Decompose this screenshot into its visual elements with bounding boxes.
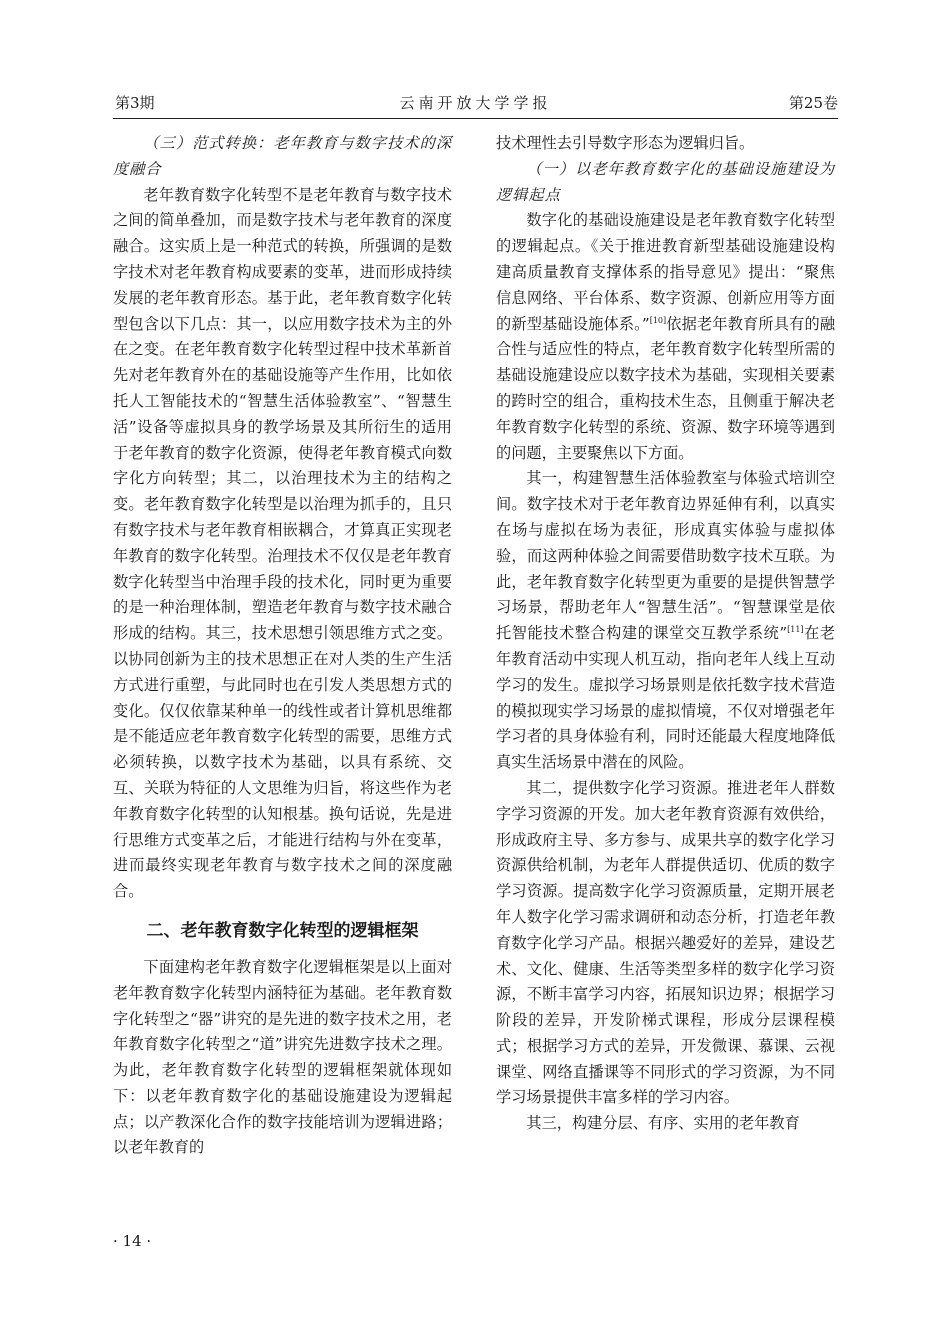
paragraph-text: 依据老年教育所具有的融合性与适应性的特点，老年教育数字化转型所需的基础设施建设应以数字技术为基础，实现相关要素的跨时空的组合，重构技术生态，且侧重于解决老年教育数字化转型的系统、资源、数字环境等遇到的问题，主要聚焦以下方面。	[496, 314, 836, 462]
running-header	[113, 92, 838, 114]
right-column	[496, 131, 835, 1137]
paragraph: 其三，构建分层、有序、实用的老年教育	[526, 1114, 800, 1133]
journal-title: 云南开放大学学报	[399, 94, 552, 112]
header-rule	[113, 118, 838, 119]
paragraph: 下面建构老年教育数字化逻辑框架是以上面对老年教育数字化转型内涵特征为基础。老年教育数字化转型之“器”讲究的是先进的数字技术之用，老年教育数字化转型之“道”讲究先进数字技术之理。为此，老年教育数字化转型的逻辑框架就体现如下：以老年教育数字化的基础设施建设为逻辑起点；以产教深化合作的数字技能培训为逻辑进路；以老年教育的	[113, 957, 452, 1157]
paragraph	[496, 466, 835, 776]
citation-11: [11]	[787, 625, 804, 635]
paragraph: 老年教育数字化转型不是老年教育与数字技术之间的简单叠加，而是数字技术与老年教育的深度融合。这实质上是一种范式的转换，所强调的是数字技术对老年教育构成要素的变革，进而形成持续发展的老年教育形态。基于此，老年教育数字化转型包含以下几点：其一，以应用数字技术为主的外在之变。在老年教育数字化转型过程中技术革新首先对老年教育外在的基础设施等产生作用，比如依托人工智能技术的“智慧生活体验教室”、“智慧生活”设备等虚拟具身的教学场景及其所衍生的适用于老年教育的数字化资源，使得老年教育模式向数字化方向转型；其二，以治理技术为主的结构之变。老年教育数字化转型是以治理为抓手的，且只有数字技术与老年教育相嵌耦合，才算真正实现老年教育的数字化转型。治理技术不仅仅是老年教育数字化转型当中治理手段的技术化，同时更为重要的是一种治理体制，塑造老年教育与数字技术融合形成的结构。其三，技术思想引领思维方式之变。以协同创新为主的技术思想正在对人类的生产生活方式进行重塑，与此同时也在引发人类思想方式的变化。仅仅依靠某种单一的线性或者计算机思维都是不能适应老年教育数字化转型的需要，思维方式必须转换，以数字技术为基础，以具有系统、交互、关联为特征的人文思维为归旨，将这些作为老年教育数字化转型的认知根基。换句话说，先是进行思维方式变革之后，才能进行结构与外在变革，进而最终实现老年教育与数字技术之间的深度融合。	[113, 185, 452, 901]
volume-number: 第25卷	[788, 94, 838, 112]
issue-number: 第3期	[115, 94, 155, 112]
citation-10: [10]	[649, 315, 667, 325]
paragraph-text: 数字化的基础设施建设是老年教育数字化转型的逻辑起点。《关于推进教育新型基础设施建设构建高质量教育支撑体系的指导意见》提出：“聚焦信息网络、平台体系、数字资源、创新应用等方面的新型基础设施体系。”	[496, 211, 835, 333]
paragraph-continued: 技术理性去引导数字形态为逻辑归旨。	[496, 134, 755, 152]
paragraph-text: 在老年教育活动中实现人机互动，指向老年人线上互动学习的发生。虚拟学习场景则是依托数字技术营造的模拟现实学习场景的虚拟情境，不仅对增强老年学习者的具身体验有利，同时还能最大程度地降低真实生活场景中潜在的风险。	[496, 624, 836, 772]
paragraph	[496, 208, 835, 466]
left-column	[113, 131, 452, 1161]
subsection-heading-3: （三）范式转换：老年教育与数字技术的深度融合	[113, 134, 452, 178]
paragraph: 其二，提供数字化学习资源。推进老年人群数字学习资源的开发。加大老年教育资源有效供给，形成政府主导、多方参与、成果共享的数字化学习资源供给机制，为老年人群提供适切、优质的数字学习资源。提高数字化学习资源质量，定期开展老年人数字化学习需求调研和动态分析，打造老年教育数字化学习产品。根据兴趣爱好的差异，建设艺术、文化、健康、生活等类型多样的数字化学习资源，不断丰富学习内容，拓展知识边界；根据学习阶段的差异，开发阶梯式课程，形成分层课程模式；根据学习方式的差异，开发微课、慕课、云视课堂、网络直播课等不同形式的学习资源，为不同学习场景提供丰富多样的学习内容。	[496, 778, 835, 1107]
section-heading-2: 二、老年教育数字化转型的逻辑框架	[146, 920, 419, 941]
paragraph-text: 其一，构建智慧生活体验教室与体验式培训空间。数字技术对于老年教育边界延伸有利，以真实在场与虚拟在场为表征，形成真实体验与虚拟体验，而这两种体验之间需要借助数字技术互联。为此，老年教育数字化转型更为重要的是提供智慧学习场景，帮助老年人“智慧生活”。“智慧课堂是依托智能技术整合构建的课堂交互教学系统”	[496, 469, 835, 643]
subsection-heading-1: （一）以老年教育数字化的基础设施建设为逻辑起点	[496, 159, 835, 204]
page-number: · 14 ·	[113, 1232, 152, 1250]
